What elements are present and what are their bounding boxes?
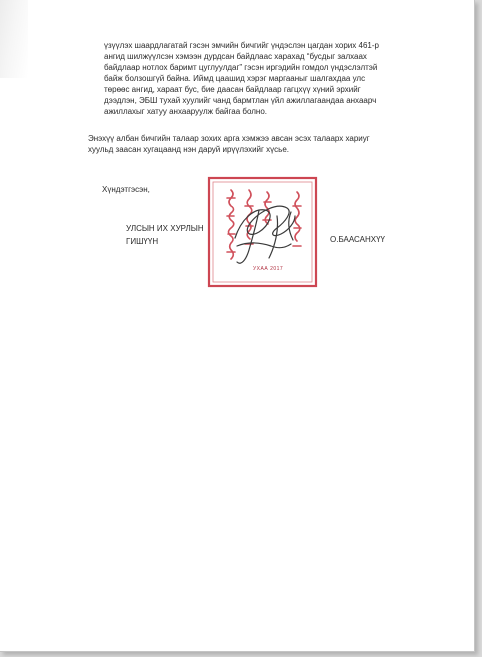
- paragraph-line: Энэхүү албан бичгийн талаар зохих арга хэмжээ авсан эсэх талаарх хариуг: [88, 134, 370, 143]
- paragraph-line: хуульд заасан хугацаанд нэн даруй ирүүлэхийг хүсье.: [88, 145, 289, 154]
- page-fold-shadow: [0, 0, 28, 78]
- paragraph-line: үзүүлэх шаардлагатай гэсэн эмчийн бичгийг үндэслэн цагдан хорих 461-р: [104, 41, 379, 50]
- paragraph-line: ажиллахыг хатуу анхааруулж байгаа болно.: [104, 107, 267, 116]
- paragraph-line: төрөөс ангид, хараат бус, бие даасан байдлаар гагцхүү хүний эрхийг: [104, 85, 361, 94]
- closing-greeting: Хүндэтгэсэн,: [102, 185, 150, 194]
- paragraph-request: [88, 133, 440, 155]
- signatory-name: О.БААСАНХҮҮ: [330, 235, 385, 244]
- signatory-title: [126, 222, 204, 248]
- signatory-title-line: УЛСЫН ИХ ХУРЛЫН: [126, 224, 204, 233]
- stamp-date-text: УХАА 2017: [253, 266, 284, 272]
- paragraph-warning: [104, 40, 438, 117]
- paragraph-line: байдлаар нотлох баримт цуглуулдаг” гэсэн иргэдийн гомдол үндэслэлтэй: [104, 63, 378, 72]
- paragraph-line: ангид шилжүүлсэн хэмээн дурдсан байдлаас харахад “бусдыг залхаах: [104, 52, 367, 61]
- paragraph-line: байж болзошгүй байна. Иймд цаашид хэрэг маргааныг шалгахдаа улс: [104, 74, 366, 83]
- signatory-title-line: ГИШҮҮН: [126, 237, 159, 246]
- paragraph-line: дээдлэн, ЭБШ тухай хуулийг чанд бармтлан үйл ажиллагаандаа анхаарч: [104, 96, 377, 105]
- signature: [235, 206, 295, 263]
